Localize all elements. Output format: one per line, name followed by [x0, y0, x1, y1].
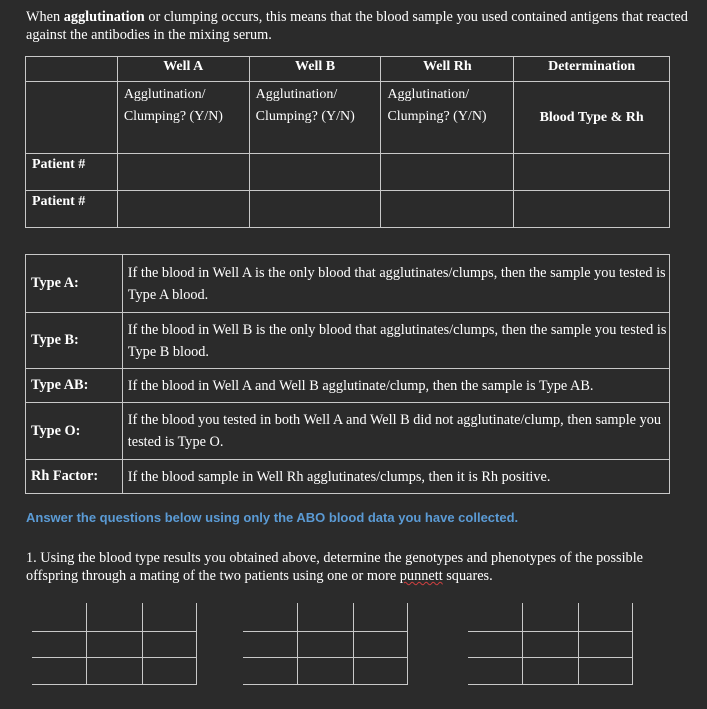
- instruction-note: Answer the questions below using only the ABO blood data you have collected.: [26, 510, 519, 525]
- type-description: If the blood in Well B is the only blood that agglutinates/clumps, then the sample you tested is Type B blood.: [122, 313, 669, 369]
- type-label: Type A:: [26, 255, 123, 313]
- blood-type-key-table: [25, 254, 670, 494]
- subheader-determination: Blood Type & Rh: [514, 82, 670, 154]
- intro-text-start: When: [26, 9, 64, 25]
- table-cell[interactable]: [381, 191, 514, 228]
- header-well-b: Well B: [249, 57, 381, 82]
- spellcheck-word: punnett: [399, 568, 443, 584]
- subheader-empty: [26, 82, 118, 154]
- punnett-square-grid[interactable]: [243, 603, 408, 685]
- subheader-well-b: Agglutination/ Clumping? (Y/N): [249, 82, 381, 154]
- punnett-square-grid[interactable]: [468, 603, 633, 685]
- table-cell[interactable]: [117, 191, 249, 228]
- question-text-start: 1. Using the blood type results you obtained above, determine the genotypes and phenotypes of the possible offspring through a mating of the two patients using one or more: [26, 550, 644, 584]
- intro-text-end: or clumping occurs, this means that the blood sample you used contained antigens that reacted against the antibodies in the mixing serum.: [26, 9, 688, 43]
- type-description: If the blood in Well A is the only blood that agglutinates/clumps, then the sample you tested is Type A blood.: [122, 255, 669, 313]
- type-label: Rh Factor:: [26, 460, 123, 494]
- header-well-rh: Well Rh: [381, 57, 514, 82]
- type-description: If the blood in Well A and Well B agglutinate/clump, then the sample is Type AB.: [122, 369, 669, 403]
- header-determination: Determination: [514, 57, 670, 82]
- table-cell[interactable]: [514, 154, 670, 191]
- table-cell[interactable]: [381, 154, 514, 191]
- table-cell[interactable]: [514, 191, 670, 228]
- results-table: [25, 56, 670, 228]
- patient-label: Patient #: [26, 154, 118, 191]
- intro-paragraph: [26, 8, 696, 44]
- header-well-a: Well A: [117, 57, 249, 82]
- type-description: If the blood sample in Well Rh agglutinates/clumps, then it is Rh positive.: [122, 460, 669, 494]
- type-label: Type B:: [26, 313, 123, 369]
- subheader-well-a: Agglutination/ Clumping? (Y/N): [117, 82, 249, 154]
- intro-bold-term: agglutination: [63, 9, 145, 25]
- question-1: [26, 549, 696, 585]
- table-cell[interactable]: [249, 154, 381, 191]
- header-empty: [26, 57, 118, 82]
- type-description: If the blood you tested in both Well A and Well B did not agglutinate/clump, then sample you tested is Type O.: [122, 403, 669, 460]
- table-cell[interactable]: [249, 191, 381, 228]
- patient-label: Patient #: [26, 191, 118, 228]
- table-cell[interactable]: [117, 154, 249, 191]
- subheader-well-rh: Agglutination/ Clumping? (Y/N): [381, 82, 514, 154]
- question-text-end: squares.: [442, 568, 493, 584]
- type-label: Type O:: [26, 403, 123, 460]
- punnett-square-grid[interactable]: [32, 603, 197, 685]
- type-label: Type AB:: [26, 369, 123, 403]
